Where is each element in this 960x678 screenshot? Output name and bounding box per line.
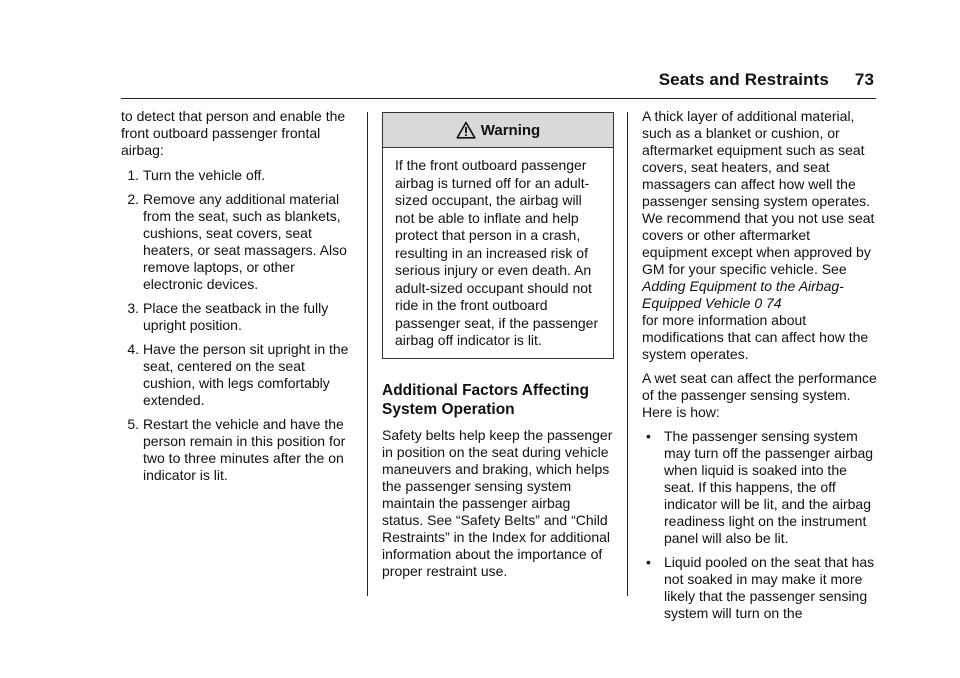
column-3 [642,108,878,629]
page-header [659,70,874,90]
warning-label: Warning [480,121,541,139]
column-divider-2 [627,112,628,596]
step-item [121,416,356,484]
body-paragraph: A wet seat can affect the performance of the passenger sensing system. Here is how: [642,370,877,420]
cross-reference-link[interactable]: Adding Equipment to the Airbag-Equipped Vehicle [642,278,844,311]
page-number: 73 [854,70,874,89]
step-text: Turn the vehicle off. [143,167,266,183]
list-item [642,428,878,547]
bullet-mark: • [646,428,651,444]
step-number: 3. [127,300,139,316]
cross-reference-page[interactable]: 0 74 [754,295,782,311]
warning-header [383,113,613,148]
paragraph-text: A thick layer of additional material, such as a blanket or cushion, or aftermarket equipment such as seat covers, seat heaters, and seat massagers can affect how well the passenger sensing system operates. We recommend that you not use seat covers or other aftermarket equipment except when approved by GM for your specific vehicle. See [642,108,875,277]
bullet-mark: • [646,554,651,570]
intro-paragraph: to detect that person and enable the front outboard passenger frontal airbag: [121,108,346,158]
step-text: Place the seatback in the fully upright position. [143,300,329,333]
paragraph-text: for more information about modifications that can affect how the system operates. [642,312,869,362]
column-divider-1 [367,112,368,596]
steps-list [121,167,356,484]
step-number: 4. [127,341,139,357]
step-text: Restart the vehicle and have the person remain in this position for two to three minutes after the on indicator is lit. [143,416,346,483]
warning-triangle-icon [456,121,476,139]
step-text: Have the person sit upright in the seat, centered on the seat cushion, with legs comfortably extended. [143,341,349,408]
warning-text: If the front outboard passenger airbag is turned off for an adult-sized occupant, the airbag will not be able to inflate and help protect that person in a crash, resulting in an increased risk of serious injury or even death. An adult-sized occupant should not ride in the front outboard passenger seat, if the passenger airbag off indicator is lit. [395,157,599,348]
column-2 [382,108,614,587]
step-item [121,341,356,409]
list-item-text: The passenger sensing system may turn off the passenger airbag when liquid is soaked into the seat. If this happens, the off indicator will be lit, and the airbag readiness light on the instrument panel will also be lit. [664,428,874,546]
step-item [121,167,356,184]
section-heading: Additional Factors Affecting System Operation [382,381,589,418]
body-paragraph [642,108,878,363]
section-title: Seats and Restraints [658,70,829,89]
list-item-text: Liquid pooled on the seat that has not soaked in may make it more likely that the passenger sensing system will turn on the [664,554,875,621]
warning-box [382,112,614,359]
body-paragraph: Safety belts help keep the passenger in position on the seat during vehicle maneuvers and braking, which helps the passenger sensing system maintain the passenger airbag status. See “Safety Belts” and “Child Restraints” in the Index for additional information about the importance of proper restraint use. [382,426,613,579]
step-number: 5. [127,416,139,432]
column-1 [121,108,356,491]
step-number: 2. [127,191,139,207]
bullet-list [642,428,878,622]
list-item [642,554,878,622]
step-item [121,300,356,334]
step-item [121,191,356,293]
step-text: Remove any additional material from the seat, such as blankets, cushions, seat covers, seat heaters, or seat massagers. Also remove laptops, or other electronic devices. [143,191,347,292]
header-rule [121,98,876,99]
step-number: 1. [127,167,139,183]
